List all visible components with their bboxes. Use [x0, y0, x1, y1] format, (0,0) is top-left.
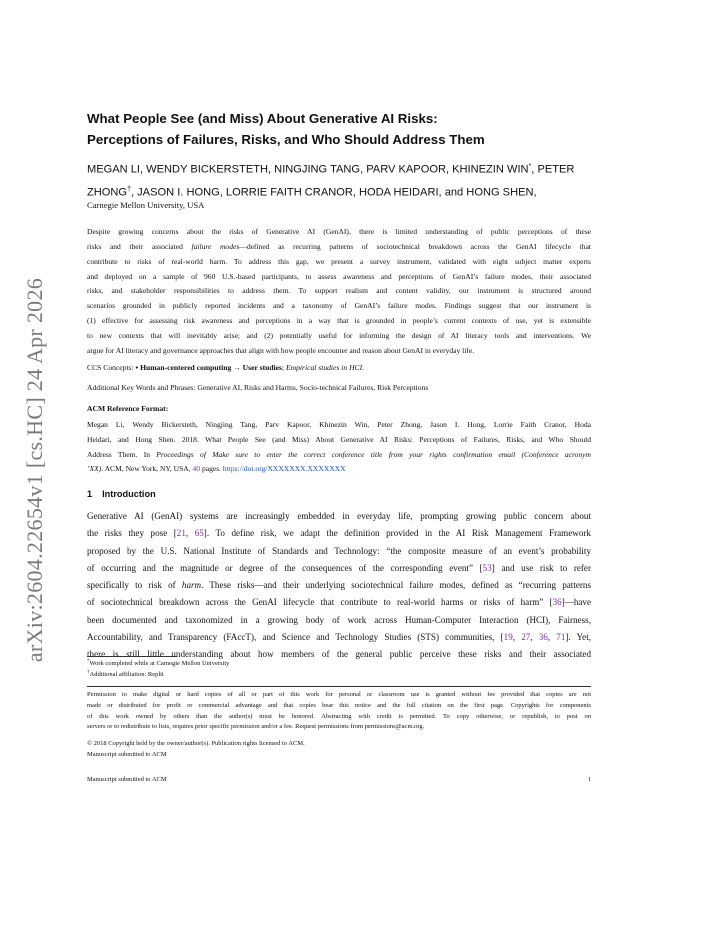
author-line — [87, 180, 591, 203]
body-line — [87, 629, 591, 646]
submission-note: Manuscript submitted to ACM — [87, 751, 167, 758]
body-text: , — [530, 632, 539, 643]
citation-link[interactable]: 36 — [552, 597, 562, 608]
body-line — [87, 594, 591, 611]
abstract-line: (1) effective for assessing risk awareness and perceptions in a way that is grounded in people’s current contexts of use, yet is extensible — [87, 316, 591, 326]
footnote-mark: * — [87, 659, 90, 664]
section-number: 1 — [87, 489, 93, 499]
abstract-line: scenarios grounded in publicly reported incidents and a taxonomy of GenAI’s failure modes. Findings suggest that our instrument is — [87, 301, 591, 311]
footnote-mark: † — [127, 185, 131, 193]
body-text: ] and use risk to refer — [491, 562, 591, 573]
reference-line: Heidari, and Hong Shen. 2018. What People See (and Miss) About Generative AI Risks: Perceptions of Failures, Risks, and Who Should — [87, 434, 591, 444]
author-names: , PETER — [531, 163, 575, 176]
body-emphasis: harm — [181, 580, 202, 591]
keywords: Additional Key Words and Phrases: Generative AI, Risks and Harms, Socio-technical Failures, Risk Perceptions — [87, 383, 429, 392]
permission-rule — [87, 686, 591, 687]
permission-notice — [87, 690, 591, 733]
citation-link[interactable]: 53 — [482, 562, 492, 573]
paper-title — [87, 108, 591, 150]
body-text: . These risks—and their underlying sociotechnical failure modes, defined as “recurring patterns — [201, 580, 592, 591]
body-text: of sociotechnical breakdown across the GenAI lifecycle that contribute to real-world harms or risks of harm” [ — [87, 597, 553, 608]
affiliation: Carnegie Mellon University, USA — [87, 200, 205, 210]
permission-line: made or distributed for profit or commercial advantage and that copies bear this notice and the full citation on the first page. Copyrights for components — [87, 701, 591, 709]
page-footer — [87, 776, 591, 783]
citation-link[interactable]: 27 — [521, 632, 531, 643]
body-line — [87, 525, 591, 542]
permission-line: Permission to make digital or hard copies of all or part of this work for personal or classroom use is granted without fee provided that copies are not — [87, 691, 591, 698]
footnote-mark: * — [528, 163, 532, 170]
body-text: Accountability, and Transparency (FAccT), and Science and Technology Studies (STS) communities, [ — [87, 632, 504, 643]
abstract-line — [87, 240, 591, 255]
body-text: the risks they pose [ — [87, 528, 177, 539]
abstract-emphasis: failure modes — [191, 241, 240, 251]
abstract-line: contribute to risks of real-world harm. To address this gap, we present a survey instrument, validated with eight subject matter experts — [87, 256, 591, 266]
ccs-primary: • Human-centered computing → User studies — [135, 363, 282, 372]
section-title: Introduction — [102, 489, 156, 499]
body-text: ]. Yet, — [565, 632, 592, 643]
abstract — [87, 225, 591, 359]
introduction-text — [87, 508, 591, 664]
reference-line — [87, 448, 591, 463]
citation-link[interactable]: 21 — [176, 528, 186, 539]
footnote-rule — [87, 656, 177, 657]
body-line: proposed by the U.S. National Institute of Standards and Technology: “the composite measure of an event’s probability — [87, 545, 591, 556]
arxiv-stamp — [22, 277, 48, 663]
title-line: Perceptions of Failures, Risks, and Who Should Address Them — [87, 132, 485, 147]
reference-text: Address Them. In — [87, 449, 157, 459]
copyright-notice: © 2018 Copyright held by the owner/author(s). Publication rights licensed to ACM. — [87, 740, 305, 747]
body-line — [87, 560, 591, 577]
permission-line: servers or to redistribute to lists, requires prior specific permission and/or a fee. Request permissions from permissions@acm.org. — [87, 723, 425, 731]
body-text: , — [547, 632, 557, 643]
author-list — [87, 157, 591, 202]
author-names: MEGAN LI, WENDY BICKERSTETH, NINGJING TANG, PARV KAPOOR, KHINEZIN WIN — [87, 163, 529, 176]
reference-venue: ’XX) — [87, 464, 102, 474]
title-line: What People See (and Miss) About Generative AI Risks: — [87, 111, 438, 126]
doi-link[interactable]: https://doi.org/XXXXXXX.XXXXXXX — [222, 464, 346, 474]
abstract-text: —defined as recurring patterns of sociotechnical breakdown across the GenAI lifecycle that — [239, 241, 592, 251]
author-names: ZHONG — [87, 186, 128, 199]
arxiv-identifier: arXiv:2604.22654v1 [cs.HC] 24 Apr 2026 — [22, 277, 47, 663]
abstract-line: to new contexts that will inevitably arise; and (2) potentially useful for informing the design of AI literacy tools and interventions. We — [87, 330, 591, 340]
body-text: , — [512, 632, 522, 643]
reference-text: pages. — [200, 464, 223, 474]
reference-text: . ACM, New York, NY, USA, — [101, 464, 193, 474]
abstract-line: and deployed on a sample of 960 U.S.-based participants, to assess awareness and perceptions of GenAI’s failure modes, their associated — [87, 271, 591, 281]
page-number: 1 — [587, 776, 591, 783]
section-heading — [87, 489, 156, 499]
body-line: Generative AI (GenAI) systems are increasingly embedded in everyday life, prompting growing public concern about — [87, 511, 591, 521]
body-line — [87, 577, 591, 594]
citation-link[interactable]: 65 — [194, 528, 204, 539]
body-line: there is still little understanding about how members of the general public perceive these risks and their associated — [87, 649, 591, 660]
citation-link[interactable]: 36 — [538, 632, 548, 643]
acm-reference — [87, 418, 591, 477]
body-text: of occurring and the magnitude or degree of the consequences of the corresponding event” [ — [87, 562, 483, 573]
abstract-text: risks and their associated — [87, 241, 192, 251]
reference-line: Megan Li, Wendy Bickersteth, Ningjing Tang, Parv Kapoor, Khinezin Win, Peter Zhong, Jason I. Hong, Lorrie Faith Cranor, Hoda — [87, 420, 591, 429]
footnote-text: Work completed while at Carnegie Mellon University — [89, 660, 230, 668]
author-names: , JASON I. HONG, LORRIE FAITH CRANOR, HODA HEIDARI, and HONG SHEN, — [130, 186, 537, 199]
citation-link[interactable]: 71 — [556, 632, 566, 643]
footnote — [87, 670, 164, 678]
author-line — [87, 157, 591, 180]
ccs-concepts — [87, 363, 364, 372]
citation-link[interactable]: 19 — [503, 632, 513, 643]
footnote — [87, 659, 229, 667]
body-text: , — [185, 528, 195, 539]
abstract-line: risks, and stakeholder responsibilities to address them. To support realism and content validity, our instrument is structured around — [87, 286, 591, 296]
reference-line — [87, 462, 591, 477]
ccs-label: CCS Concepts: — [87, 363, 136, 372]
body-text: ]—have — [561, 597, 591, 608]
reference-venue: Proceedings of Make sure to enter the correct conference title from your rights confirmation email (Conference acronym — [156, 449, 591, 459]
footnote-mark: † — [87, 670, 90, 675]
ccs-end: . — [362, 363, 365, 372]
ccs-separator: ; — [281, 363, 286, 372]
body-line: been documented and taxonomized in a growing body of work across Human-Computer Interaction (HCI), Fairness, — [87, 614, 591, 625]
page-count-link[interactable]: 40 — [192, 464, 201, 474]
acm-reference-heading: ACM Reference Format: — [87, 404, 169, 413]
body-text: ]. To define risk, we adapt the definition provided in the AI Risk Management Framework — [203, 528, 591, 539]
abstract-line: argue for AI literacy and governance approaches that align with how people encounter and reason about GenAI in everyday life. — [87, 345, 475, 355]
ccs-secondary: Empirical studies in HCI — [286, 363, 363, 372]
footer-text: Manuscript submitted to ACM — [87, 776, 167, 783]
permission-line: of this work owned by others than the author(s) must be honored. Abstracting with credit is permitted. To copy otherwise, or republish, to post on — [87, 712, 591, 720]
body-text: specifically to risk of — [87, 580, 182, 591]
footnote-text: Additional affiliation: Replit — [89, 671, 164, 679]
abstract-line: Despite growing concerns about the risks of Generative AI (GenAI), there is limited understanding of public perceptions of these — [87, 227, 591, 236]
